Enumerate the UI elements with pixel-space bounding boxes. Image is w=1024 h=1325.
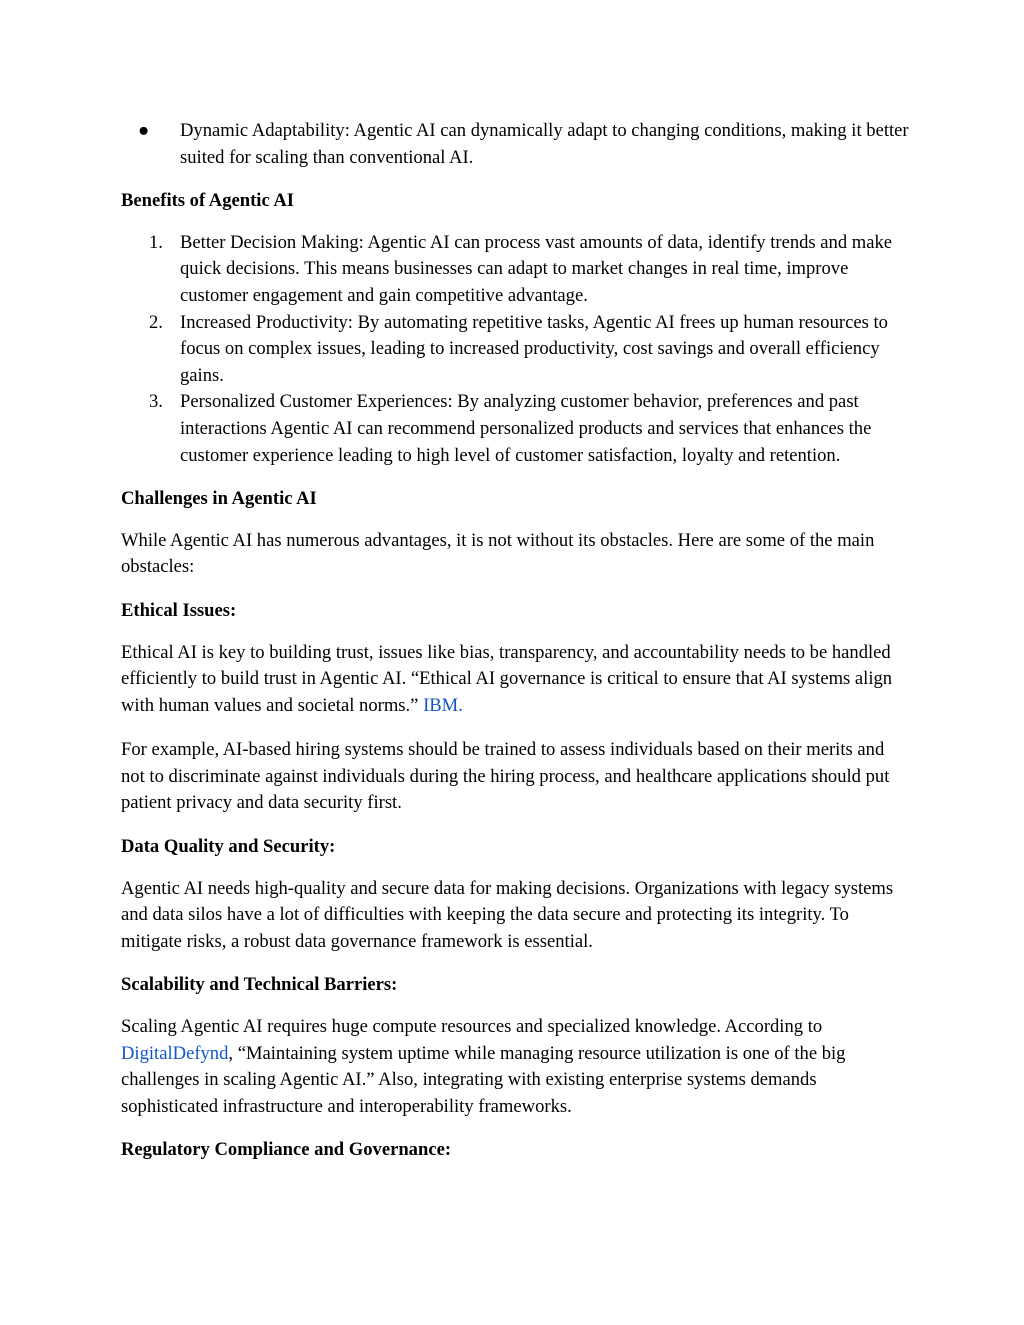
ethical-paragraph-text: Ethical AI is key to building trust, issues like bias, transparency, and accountability needs to be handled efficiently to build trust in Agentic AI. “Ethical AI governance is critical to ensure that AI systems align with human values and societal norms.” (121, 641, 893, 716)
list-item (121, 310, 911, 390)
document-page (121, 118, 911, 1164)
list-item (121, 389, 911, 469)
list-item-text: Personalized Customer Experiences: By analyzing customer behavior, preferences and past interactions Agentic AI can recommend personalized products and services that enhances the customer experience leading to high level of customer satisfaction, loyalty and retention. (180, 391, 872, 466)
heading-scalability: Scalability and Technical Barriers: (121, 974, 398, 996)
heading-benefits: Benefits of Agentic AI (121, 190, 295, 212)
heading-challenges: Challenges in Agentic AI (121, 488, 317, 510)
benefits-list (121, 230, 911, 469)
data-quality-paragraph: Agentic AI needs high-quality and secure data for making decisions. Organizations with legacy systems and data silos have a lot of difficulties with keeping the data secure and protecting its integrity. To mitigate risks, a robust data governance framework is essential. (121, 877, 894, 952)
scalability-text-before: Scaling Agentic AI requires huge compute resources and specialized knowledge. According to (121, 1016, 823, 1038)
ibm-link[interactable]: IBM. (423, 694, 463, 716)
challenges-intro: While Agentic AI has numerous advantages, it is not without its obstacles. Here are some of the main obstacles: (121, 529, 875, 578)
list-item-text: Increased Productivity: By automating repetitive tasks, Agentic AI frees up human resources to focus on complex issues, leading to increased productivity, cost savings and overall efficiency gains. (180, 311, 888, 386)
heading-data-quality: Data Quality and Security: (121, 836, 336, 858)
ethical-paragraph (121, 640, 911, 720)
list-number: 3. (149, 391, 163, 413)
scalability-paragraph (121, 1014, 911, 1120)
bullet-text: Dynamic Adaptability: Agentic AI can dynamically adapt to changing conditions, making it better suited for scaling than conventional AI. (180, 120, 909, 168)
scalability-text-after: , “Maintaining system uptime while managing resource utilization is one of the big challenges in scaling Agentic AI.” Also, integrating with existing enterprise systems demands sophisticated infrastructure and interoperability frameworks. (121, 1042, 846, 1117)
list-item (121, 230, 911, 310)
digitaldefynd-link[interactable]: DigitalDefynd (121, 1042, 229, 1064)
bullet-marker: ● (138, 120, 150, 141)
ethical-example-paragraph: For example, AI-based hiring systems should be trained to assess individuals based on their merits and not to discriminate against individuals during the hiring process, and healthcare applications should put patient privacy and data security first. (121, 739, 890, 814)
list-number: 1. (149, 231, 163, 253)
list-number: 2. (149, 311, 163, 333)
heading-regulatory: Regulatory Compliance and Governance: (121, 1139, 452, 1161)
list-item-text: Better Decision Making: Agentic AI can process vast amounts of data, identify trends and make quick decisions. This means businesses can adapt to market changes in real time, improve customer engagement and gain competitive advantage. (180, 231, 893, 306)
bullet-item-dynamic-adaptability (121, 118, 911, 171)
heading-ethical-issues: Ethical Issues: (121, 599, 237, 621)
